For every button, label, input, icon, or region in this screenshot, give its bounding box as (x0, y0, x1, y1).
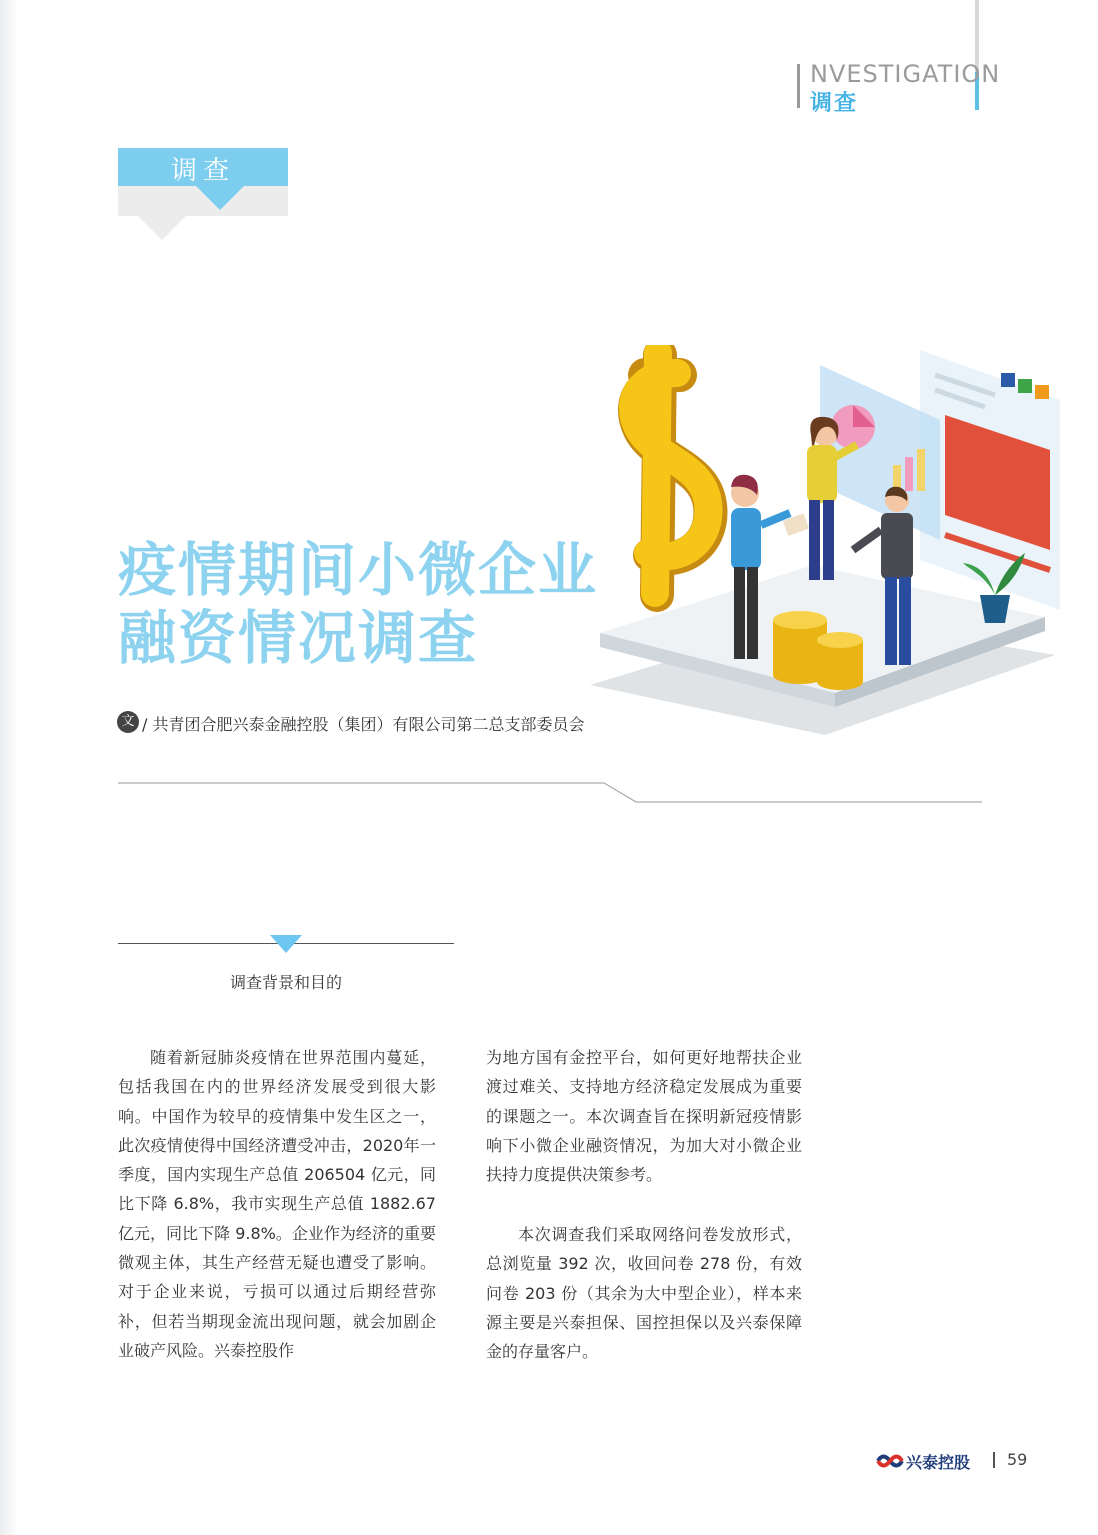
bar-3 (917, 449, 925, 491)
footer-separator (993, 1452, 995, 1468)
body-column-left (118, 1043, 436, 1365)
header-divider (797, 64, 800, 108)
section-tag-pointer (196, 186, 244, 210)
title-divider (118, 775, 982, 805)
body-column-right-paragraph: 本次调查我们采取网络问卷发放形式，总浏览量 392 次，收回问卷 278 份，有效问卷 203 份（其余为大中型企业），样本来源主要是兴泰担保、国控担保以及兴泰保障金的存量客户。 (486, 1225, 802, 1362)
color-swatch-orange (1035, 385, 1049, 399)
section-heading: 调查背景和目的 (229, 973, 342, 992)
article-title-line-2: 融资情况调查 (118, 604, 479, 672)
article-title-line-1: 疫情期间小微企业 (118, 536, 599, 604)
header-en-label: NVESTIGATION (810, 60, 1001, 88)
brand-logo-icon (876, 1450, 904, 1472)
coin-stack-2 (817, 632, 863, 690)
section-tag-label: 调查 (170, 156, 235, 186)
investment-illustration (585, 345, 1065, 740)
page-edge-shadow (0, 0, 18, 1535)
section-tag-shadow-pointer (138, 216, 186, 240)
color-swatch-green (1018, 379, 1032, 393)
body-column-right-continuation: 为地方国有金控平台，如何更好地帮扶企业渡过难关、支持地方经济稳定发展成为重要的课题之一。本次调查旨在探明新冠疫情影响下小微企业融资情况，为加大对小微企业扶持力度提供决策参考。 (486, 1048, 802, 1185)
section-heading-marker (270, 935, 302, 953)
page-number: 59 (1007, 1450, 1028, 1469)
author-line: / 共青团合肥兴泰金融控股（集团）有限公司第二总支部委员会 (142, 715, 585, 734)
dollar-sign (633, 353, 709, 593)
author-badge: 文 (117, 711, 139, 733)
color-swatch-blue (1001, 373, 1015, 387)
bar-2 (905, 457, 913, 491)
footer-brand: 兴泰控股 (906, 1453, 971, 1472)
body-paragraph: 随着新冠肺炎疫情在世界范围内蔓延，包括我国在内的世界经济发展受到很大影响。中国作为较早的疫情集中发生区之一，此次疫情使得中国经济遭受冲击，2020年一季度，国内实现生产总值 206504 亿元，同比下降 6.8%，我市实现生产总值 1882.67 亿元，同比下降 9.8%。企业作为经济的重要微观主体，其生产经营无疑也遭受了影响。对于企业来说，亏损可以通过后期经营弥补，但若当期现金流出现问题，就会加剧企业破产风险。兴泰控股作 (118, 1048, 436, 1360)
header-cn-label: 调查 (810, 91, 859, 116)
